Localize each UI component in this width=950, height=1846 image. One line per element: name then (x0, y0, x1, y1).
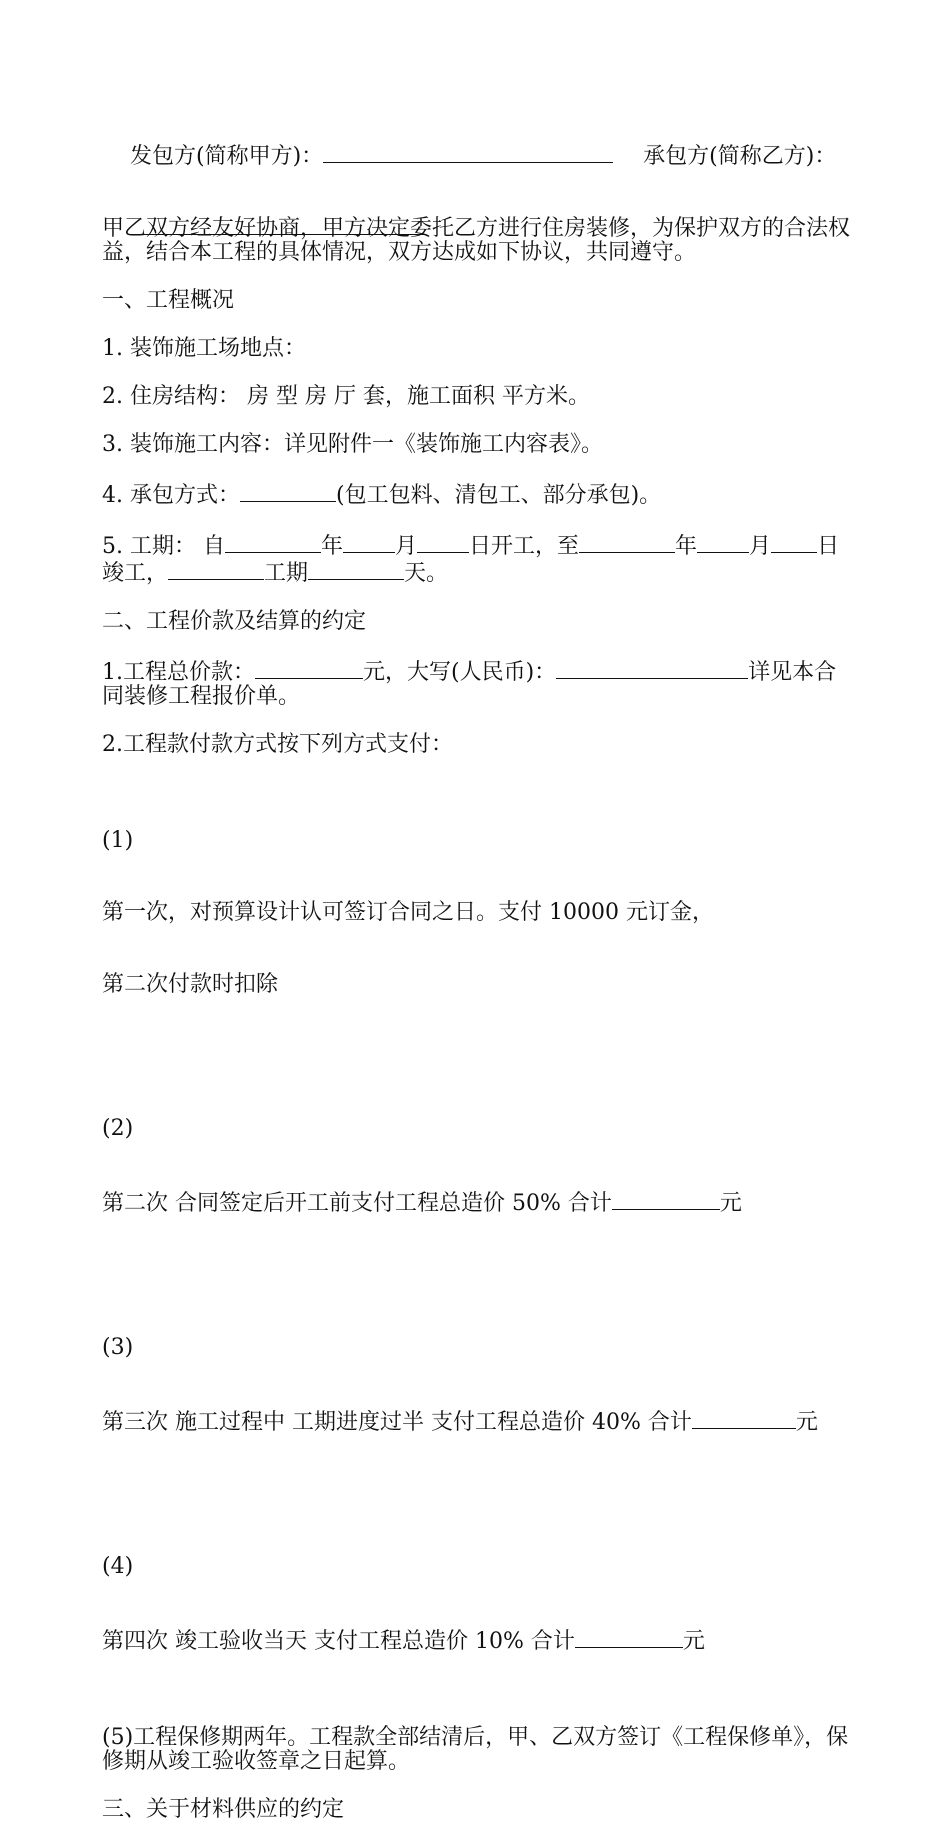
payment-2-text: 第二次 合同签定后开工前支付工程总造价 50% 合计 (102, 1191, 612, 1216)
payment-1-text: 第一次，对预算设计认可签订合同之日。支付 10000 元订金， (102, 900, 714, 925)
contract-method-label: 4. 承包方式： (102, 483, 240, 508)
start-label: 日开工，至 (469, 534, 580, 559)
payment-4-number: (4) (102, 1554, 134, 1579)
construction-content: 3. 装饰施工内容：详见附件一《装饰施工内容表》。 (102, 432, 603, 457)
end-month-blank (697, 532, 749, 553)
section3-heading: 三、关于材料供应的约定 (102, 1797, 345, 1822)
section2-heading: 二、工程价款及结算的约定 (102, 609, 367, 634)
construction-period (102, 532, 852, 586)
total-price (102, 658, 852, 709)
days-label: 天。 (404, 561, 449, 586)
total-price-blank (255, 658, 363, 679)
period-label: 5. 工期： 自 (102, 534, 225, 559)
payment-3-blank (692, 1408, 796, 1429)
payment-2 (102, 1069, 852, 1264)
contract-method-blank (240, 481, 336, 502)
payment-2-number: (2) (102, 1116, 134, 1141)
payment-4-blank (575, 1627, 683, 1648)
payment-2-blank (612, 1189, 720, 1210)
payment-1-text-cont: 第二次付款时扣除 (102, 972, 279, 997)
end-label: 日竣工， (102, 534, 840, 586)
payment-3-text: 第三次 施工过程中 工期进度过半 支付工程总造价 40% 合计 (102, 1410, 692, 1435)
contract-page (102, 118, 852, 1846)
party-a-blank (323, 142, 613, 163)
total-price-uppercase-label: 元，大写(人民币)： (363, 660, 557, 685)
party-b-label: 承包方(简称乙方)： (643, 144, 837, 169)
payment-1-number: (1) (102, 828, 134, 853)
payment-3-unit: 元 (795, 1410, 818, 1435)
housing-structure: 2. 住房结构： 房 型 房 厅 套，施工面积 平方米。 (102, 384, 590, 409)
payment-4-text: 第四次 竣工验收当天 支付工程总造价 10% 合计 (102, 1629, 575, 1654)
month-label: 月 (749, 534, 772, 559)
site-location: 1. 装饰施工场地点： (102, 336, 306, 361)
payment-method: 2.工程款付款方式按下列方式支付： (102, 732, 453, 757)
payment-1 (102, 781, 852, 1045)
uppercase-blank (556, 658, 748, 679)
days-blank (308, 559, 404, 580)
total-price-note: 详见本合同装修工程报价单。 (102, 660, 837, 709)
payment-4-unit: 元 (682, 1629, 705, 1654)
start-month-blank (343, 532, 395, 553)
payment-2-unit: 元 (719, 1191, 742, 1216)
month-label: 月 (395, 534, 418, 559)
contract-method-options: (包工包料、清包工、部分承包)。 (335, 483, 662, 508)
party-a-label: 发包方(简称甲方)： (129, 144, 324, 169)
period-word: 工期 (264, 561, 309, 586)
payment-4 (102, 1507, 852, 1702)
total-price-label: 1.工程总价款： (102, 660, 255, 685)
contract-method (102, 481, 852, 508)
party-b-blank-line (102, 193, 852, 217)
warranty-period: (5)工程保修期两年。工程款全部结清后，甲、乙双方签订《工程保修单》，保修期从竣工验收签章之日起算。 (102, 1725, 849, 1774)
start-day-blank (417, 532, 469, 553)
end-year-blank (579, 532, 675, 553)
intro-paragraph: 甲乙双方经友好协商，甲方决定委托乙方进行住房装修，为保护双方的合法权益，结合本工程的具体情况，双方达成如下协议，共同遵守。 (102, 216, 851, 265)
start-year-blank (225, 532, 321, 553)
end-day-blank (771, 532, 817, 553)
section1-heading: 一、工程概况 (102, 288, 235, 313)
period-blank (168, 559, 264, 580)
payment-3-number: (3) (102, 1335, 134, 1360)
parties-line (102, 118, 852, 193)
year-label: 年 (675, 534, 698, 559)
payment-3 (102, 1288, 852, 1483)
year-label: 年 (320, 534, 343, 559)
